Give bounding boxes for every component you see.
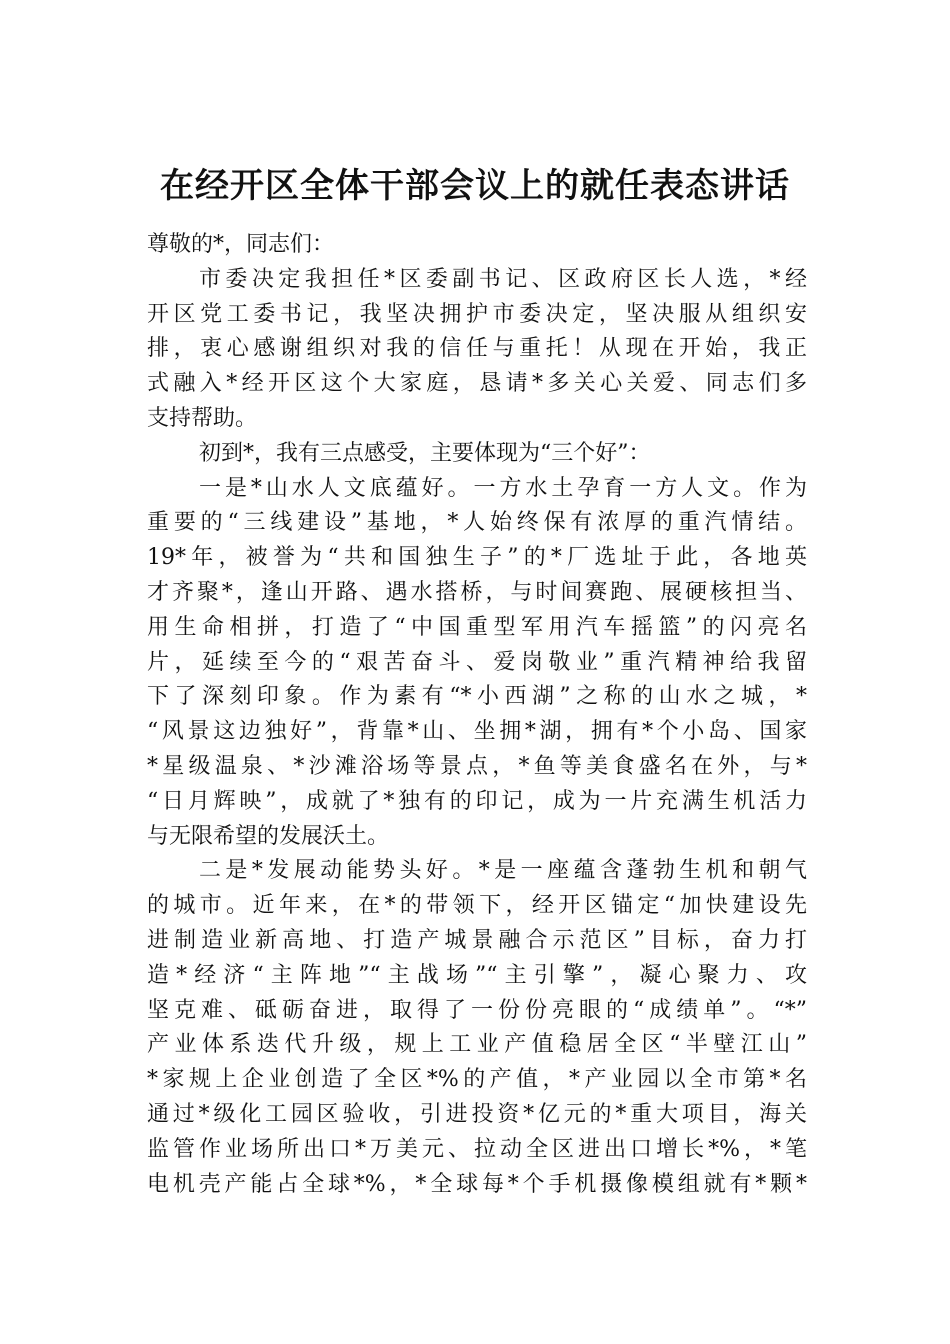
- paragraph-line: 坚克难、砥砺奋进，取得了一份份亮眼的“成绩单”。“*”: [147, 997, 807, 1023]
- paragraph-line: 片，延续至今的“艰苦奋斗、爱岗敬业”重汽精神给我留: [147, 649, 807, 675]
- paragraph-line: 进制造业新高地、打造产城景融合示范区”目标，奋力打: [147, 927, 807, 953]
- paragraph-line: 支持帮助。: [147, 405, 258, 431]
- paragraph-first-line: 二是*发展动能势头好。*是一座蕴含蓬勃生机和朝气: [199, 858, 807, 884]
- paragraph-line: 19*年，被誉为“共和国独生子”的*厂选址于此，各地英: [147, 545, 807, 571]
- paragraph-line: 下了深刻印象。作为素有“*小西湖”之称的山水之城，*: [147, 684, 807, 710]
- paragraph-first-line: 一是*山水人文底蕴好。一方水土孕育一方人文。作为: [199, 475, 807, 501]
- paragraph-first-line: 初到*，我有三点感受，主要体现为“三个好”：: [199, 440, 651, 466]
- paragraph-line: 用生命相拼，打造了“中国重型军用汽车摇篮”的闪亮名: [147, 614, 807, 640]
- document-body: [147, 228, 807, 1202]
- paragraph-line: “日月辉映”，成就了*独有的印记，成为一片充满生机活力: [147, 788, 807, 814]
- paragraph-line: *星级温泉、*沙滩浴场等景点，*鱼等美食盛名在外，与*: [147, 753, 807, 779]
- paragraph-line: 开区党工委书记，我坚决拥护市委决定，坚决服从组织安: [147, 301, 807, 327]
- paragraph-line: 排，衷心感谢组织对我的信任与重托！从现在开始，我正: [147, 336, 807, 362]
- paragraph-line: 重要的“三线建设”基地，*人始终保有浓厚的重汽情结。: [147, 510, 807, 536]
- paragraph-line: 的城市。近年来，在*的带领下，经开区锚定“加快建设先: [147, 893, 807, 919]
- paragraph-line: 与无限希望的发展沃土。: [147, 823, 390, 849]
- paragraph-line: 造*经济“主阵地”“主战场”“主引擎”，凝心聚力、攻: [147, 962, 807, 988]
- document-title: 在经开区全体干部会议上的就任表态讲话: [160, 166, 790, 206]
- paragraph-first-line: 市委决定我担任*区委副书记、区政府区长人选，*经: [199, 266, 807, 292]
- paragraph-line: *家规上企业创造了全区*%的产值，*产业园以全市第*名: [147, 1067, 807, 1093]
- paragraph-line: 产业体系迭代升级，规上工业产值稳居全区“半壁江山”: [147, 1032, 807, 1058]
- paragraph-line: 式融入*经开区这个大家庭，恳请*多关心关爱、同志们多: [147, 371, 807, 397]
- paragraph-line: 电机壳产能占全球*%，*全球每*个手机摄像模组就有*颗*: [147, 1171, 807, 1197]
- paragraph-line: 才齐聚*，逢山开路、遇水搭桥，与时间赛跑、展硬核担当、: [147, 579, 807, 605]
- paragraph-line: 尊敬的*，同志们：: [147, 232, 335, 257]
- paragraph-line: 通过*级化工园区验收，引进投资*亿元的*重大项目，海关: [147, 1101, 807, 1127]
- paragraph-line: 监管作业场所出口*万美元、拉动全区进出口增长*%，*笔: [147, 1136, 807, 1162]
- paragraph-line: “风景这边独好”，背靠*山、坐拥*湖，拥有*个小岛、国家: [147, 719, 807, 745]
